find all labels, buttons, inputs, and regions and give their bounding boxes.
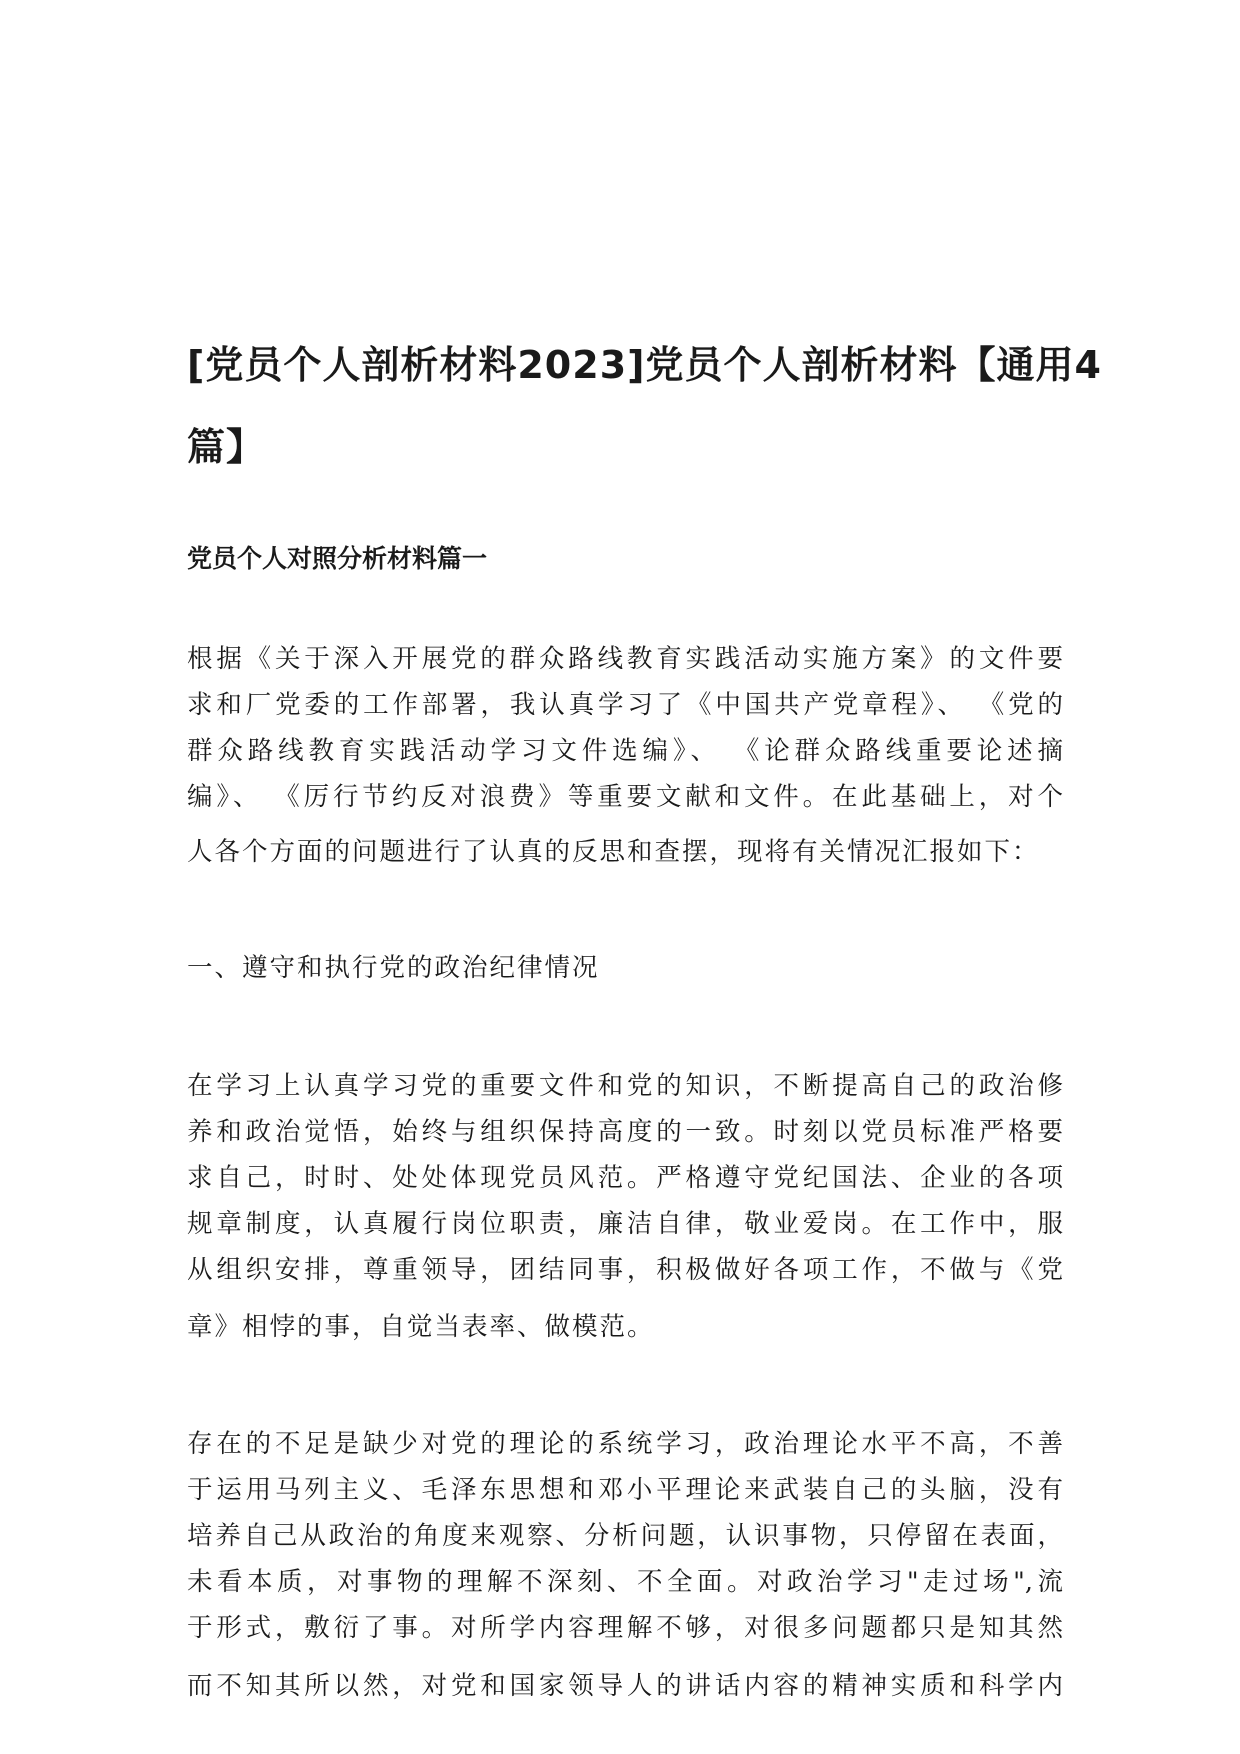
paragraph-line: 求和厂党委的工作部署，我认真学习了《中国共产党章程》、 《党的 xyxy=(187,690,1063,720)
paragraph-line: 章》相悖的事，自觉当表率、做模范。 xyxy=(187,1312,655,1342)
paragraph-line: 编》、 《厉行节约反对浪费》等重要文献和文件。在此基础上，对个 xyxy=(187,782,1063,812)
paragraph-line: 从组织安排，尊重领导，团结同事，积极做好各项工作，不做与《党 xyxy=(187,1255,1063,1285)
paragraph-line: 求自己，时时、处处体现党员风范。严格遵守党纪国法、企业的各项 xyxy=(187,1163,1063,1193)
paragraph-line: 于运用马列主义、毛泽东思想和邓小平理论来武装自己的头脑，没有 xyxy=(187,1475,1063,1505)
paragraph-line: 未看本质，对事物的理解不深刻、不全面。对政治学习"走过场",流 xyxy=(187,1567,1063,1597)
paragraph-line: 根据《关于深入开展党的群众路线教育实践活动实施方案》的文件要 xyxy=(187,644,1063,674)
subheading-political-discipline: 一、遵守和执行党的政治纪律情况 xyxy=(187,953,600,983)
paragraph-line: 培养自己从政治的角度来观察、分析问题，认识事物，只停留在表面， xyxy=(187,1521,1063,1551)
document-title-line-2: 篇】 xyxy=(187,425,266,469)
paragraph-line: 而不知其所以然，对党和国家领导人的讲话内容的精神实质和科学内 xyxy=(187,1671,1063,1701)
paragraph-line: 养和政治觉悟，始终与组织保持高度的一致。时刻以党员标准严格要 xyxy=(187,1117,1063,1147)
section-heading: 党员个人对照分析材料篇一 xyxy=(187,544,488,573)
paragraph-line: 群众路线教育实践活动学习文件选编》、 《论群众路线重要论述摘 xyxy=(187,736,1063,766)
paragraph-line: 规章制度，认真履行岗位职责，廉洁自律，敬业爱岗。在工作中，服 xyxy=(187,1209,1063,1239)
document-title-line-1: [党员个人剖析材料2023]党员个人剖析材料【通用4 xyxy=(187,343,1102,387)
paragraph-line: 存在的不足是缺少对党的理论的系统学习，政治理论水平不高，不善 xyxy=(187,1429,1063,1459)
paragraph-line: 人各个方面的问题进行了认真的反思和查摆，现将有关情况汇报如下： xyxy=(187,837,1040,867)
paragraph-line: 于形式，敷衍了事。对所学内容理解不够，对很多问题都只是知其然 xyxy=(187,1613,1063,1643)
paragraph-line: 在学习上认真学习党的重要文件和党的知识，不断提高自己的政治修 xyxy=(187,1071,1063,1101)
